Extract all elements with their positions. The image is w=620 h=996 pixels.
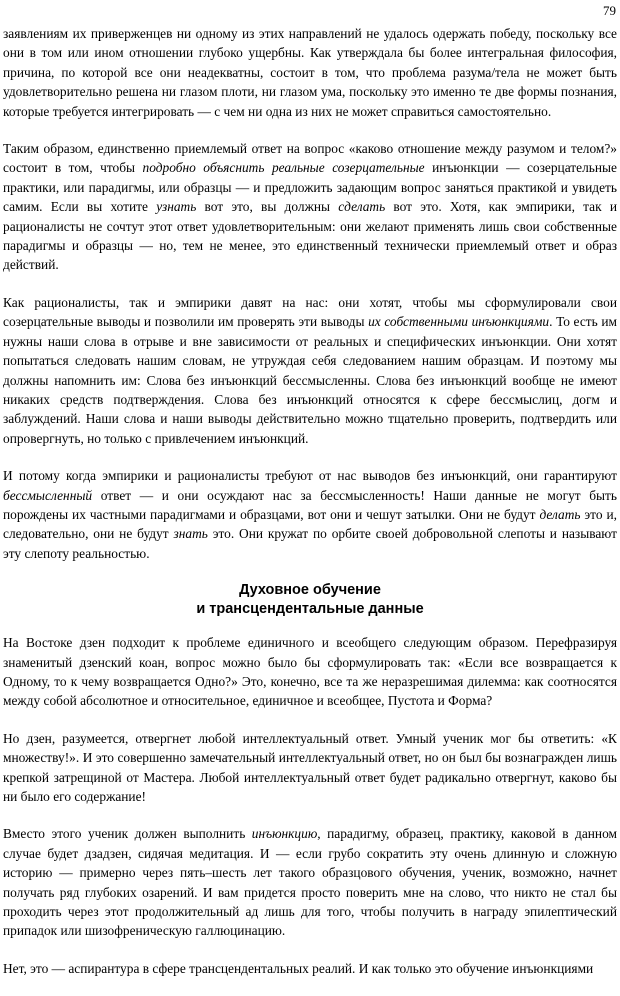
text-run: вот это, вы должны — [196, 199, 339, 215]
paragraph-1: заявлениям их приверженцев ни одному из этих направлений не удалось одержать победу, поскольку все они в том или ином отношении глубоко ущербны. Как утверждала бы более интегральная философия, причина, по которой все они неадекватны, состоит в том, что проблема разума/тела не может быть удовлетворительно решена ни глазом плоти, ни глазом ума, поскольку это именно те две формы познания, которые требуется интегрировать — с чем ни одна из них не может справиться самостоятельно. — [3, 26, 617, 119]
paragraph-4 — [3, 466, 617, 563]
emphasis: их собственными инъюнкциями — [368, 314, 550, 330]
text-run: это. Они кружат по орбите своей добровольной слепоты и называют эту слепоту реальностью. — [3, 526, 617, 561]
emphasis: инъюнкцию — [251, 826, 318, 842]
text-run: Вместо этого ученик должен выполнить — [3, 826, 252, 842]
emphasis: бессмысленный — [3, 487, 93, 503]
page-number: 79 — [603, 3, 616, 18]
page-body — [3, 24, 617, 996]
text-run: Как рационалисты, так и эмпирики давят на нас: они хотят, чтобы мы сформулировали свои созерцательные выводы и позволили им проверять эти выводы — [3, 294, 617, 330]
paragraph-7 — [3, 824, 617, 940]
emphasis: подробно объяснить реальные созерцательные — [142, 160, 425, 176]
text-run: И потому когда эмпирики и рационалисты требуют от нас выводов без инъюнкций, они гарантируют — [3, 468, 617, 484]
emphasis: знать — [173, 526, 208, 542]
paragraph-5: На Востоке дзен подходит к проблеме единичного и всеобщего следующим образом. Перефразируя знаменитый дзенский коан, вопрос можно было бы сформулировать так: «Если все возвращается к Одному, то к чему возвращается Одно?» Это, конечно, все та же неразрешимая дилемма: как соотносятся между собой абсолютное и относительное, единичное и всеобщее, Пустота и Форма? — [3, 635, 617, 709]
section-heading — [3, 581, 617, 619]
paragraph-8: Нет, это — аспирантура в сфере трансцендентальных реалий. И как только это обучение инъюнкциями — [3, 960, 594, 976]
paragraph-6: Но дзен, разумеется, отвергнет любой интеллектуальный ответ. Умный ученик мог бы ответить: «К множеству!». И это совершенно замечательный интеллектуальный ответ, но он был бы вознагражден лишь крепкой затрещиной от Мастера. Любой интеллектуальный ответ будет радикально отвергнут, каково бы ни было его содержание! — [3, 730, 617, 804]
text-run: , парадигму, образец, практику, каковой в данном случае будет дзадзен, сидячая медитация. И — если грубо сократить эту очень длинную и сложную историю — примерно через пять–шесть лет такого образцового обучения, ученик, возможно, начнет получать ряд глубоких озарений. И вам придется просто поверить мне на слово, что никто не стал бы проходить через этот продолжительный ад лишь для того, чтобы получить в награду эпилептический припадок или шизофреническую галлюцинацию. — [3, 826, 618, 939]
text-run: ответ — и они осуждают нас за бессмысленность! Наши данные не могут быть порождены их частными парадигмами и образцами, вот они и чешут затылки. Они не будут — [3, 487, 617, 522]
text-run: . То есть им нужны наши слова в отрыве и вне зависимости от реальных и специфических инъюнкции. Они хотят попытаться следовать нашим словам, не утруждая себя следованием нашим образцам. И поэтому мы должны напомнить им: Слова без инъюнкций бессмысленны. Слова без инъюнкций вообще не имеют никаких средств подтверждения. Слова без инъюнкций относятся к сфере бессмыслиц, догм и заблуждений. Наши слова и наши выводы действительно можно тщательно проверить, подтвердить или опровергнуть, но только с привлечением инъюнкций. — [3, 314, 617, 446]
emphasis: делать — [539, 506, 581, 522]
text-run: инъюнкции — созерцательные практики, или парадигмы, или образцы — и предложить задающим вопрос заняться практикой и увидеть самим. Если вы хотите — [3, 160, 617, 215]
text-run: это и, следовательно, они не будут — [3, 506, 617, 542]
paragraph-2 — [3, 139, 617, 275]
emphasis: сделать — [338, 199, 386, 215]
text-run: Таким образом, единственно приемлемый ответ на вопрос «каково отношение между разумом и телом?» состоит в том, чтобы — [3, 141, 617, 176]
section-heading-line-2: и трансцендентальные данные — [196, 601, 424, 618]
paragraph-3 — [3, 293, 617, 448]
section-heading-line-1: Духовное обучение — [239, 582, 381, 599]
emphasis: узнать — [156, 199, 197, 215]
text-run: вот это. Хотя, как эмпирики, так и рационалисты не сочтут этот ответ удовлетворительным: они желают применять лишь свои собственные парадигмы и образцы — но, тем не менее, это единственный технически приемлемый ответ и образ действий. — [3, 199, 617, 273]
